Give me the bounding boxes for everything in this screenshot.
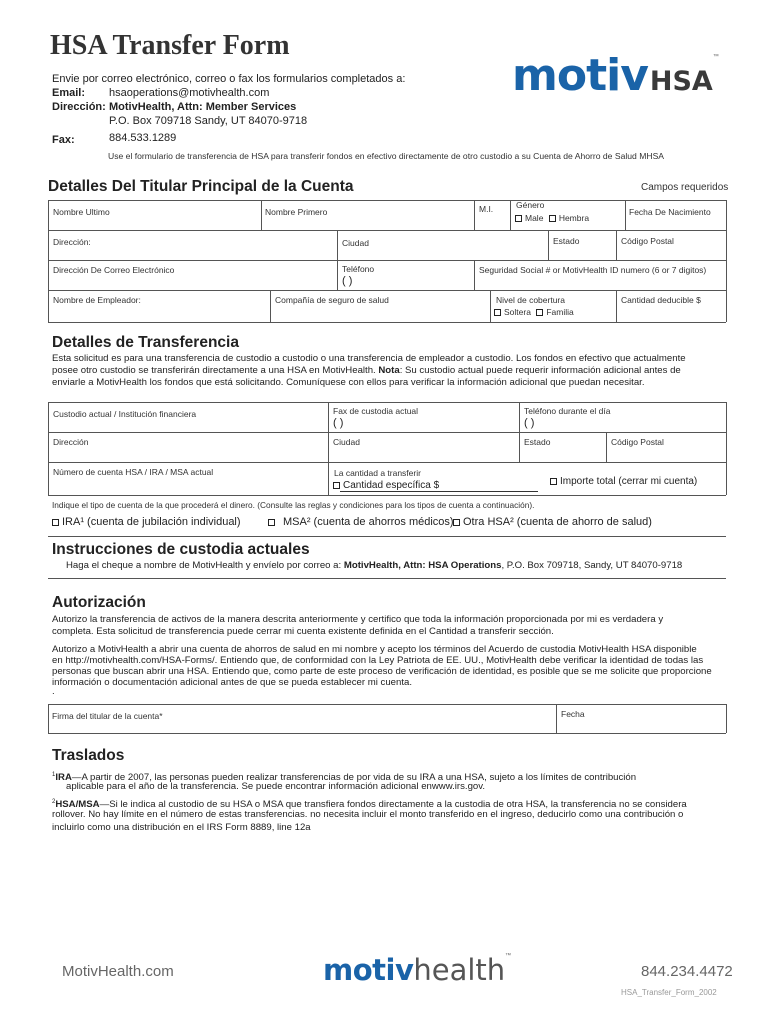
total-amount-checkbox[interactable] xyxy=(550,478,557,485)
logo-hsa-text: HSA xyxy=(649,66,713,97)
date-field[interactable]: Fecha xyxy=(561,709,585,719)
male-label: Male xyxy=(525,213,544,223)
fax-value: 884.533.1289 xyxy=(109,132,177,144)
auth-dot: . xyxy=(52,686,55,697)
custody-heading: Instrucciones de custodia actuales xyxy=(52,541,310,558)
other-hsa-option xyxy=(453,516,652,528)
single-label: Soltera xyxy=(504,307,531,317)
deductible-field[interactable]: Cantidad deducible $ xyxy=(621,295,701,305)
other-hsa-checkbox[interactable] xyxy=(453,519,460,526)
male-checkbox[interactable] xyxy=(515,215,522,222)
authorization-heading: Autorización xyxy=(52,594,146,611)
email-value[interactable]: hsaoperations@motivhealth.com xyxy=(109,87,270,99)
motivhealth-logo xyxy=(323,953,511,987)
custodian-state-field[interactable]: Estado xyxy=(524,437,551,447)
rollover-note-2: $^2$HSA/MSA—Si le indica al custodio de su HSA o MSA que transfiera fondos directamente a la custodia de otra HSA, la transferencia no se considera xyxy=(52,799,687,811)
logo-motiv-text: motiv xyxy=(512,50,648,101)
daytime-phone-field[interactable]: ( ) xyxy=(524,417,535,429)
footer-logo-health: health xyxy=(413,953,506,987)
rollover-note-2-l2: rollover. No hay límite en el número de estas transferencias. no necesita incluir el monto transferido en el ingreso, deducirlo como una contribución o xyxy=(52,809,684,820)
custodian-fax-field[interactable]: ( ) xyxy=(333,417,344,429)
account-number-field[interactable]: Número de cuenta HSA / IRA / MSA actual xyxy=(53,467,214,477)
logo-tm: ™ xyxy=(712,54,719,60)
rollover-note-1: $^1$IRA—A partir de 2007, las personas pueden realizar transferencias de por vida de su IRA a una HSA, sujeto a los límites de contribución xyxy=(52,772,637,784)
msa-option xyxy=(268,516,454,528)
transfer-para-2: posee otro custodio se transferirán directamente a una HSA en MotivHealth. Nota: Su custodio actual puede requerir información adicional antes de xyxy=(52,365,681,376)
msa-checkbox[interactable] xyxy=(268,519,275,526)
page-title: HSA Transfer Form xyxy=(50,30,290,61)
address-field[interactable]: Dirección: xyxy=(53,237,91,247)
footer-phone: 844.234.4472 xyxy=(641,963,733,980)
email-address-field[interactable]: Dirección De Correo Electrónico xyxy=(53,265,175,275)
transfer-heading: Detalles de Transferencia xyxy=(52,334,239,351)
custodian-field[interactable]: Custodio actual / Institución financiera xyxy=(53,409,197,419)
auth-p1-l1: Autorizo la transferencia de activos de la manera descrita anteriormente y certifico que toda la información proporcionada por mi es verdadera y xyxy=(52,614,664,625)
specific-amount-checkbox[interactable] xyxy=(333,482,340,489)
auth-p1-l2: completa. Esta solicitud de transferencia puede cerrar mi cuenta existente definida en el Cantidad a transferir sección. xyxy=(52,626,554,637)
daytime-phone-label: Teléfono durante el día xyxy=(524,406,611,416)
family-label: Familia xyxy=(546,307,574,317)
custodian-zip-field[interactable]: Código Postal xyxy=(611,437,664,447)
intro-text: Envie por correo electrónico, correo o fax los formularios completados a: xyxy=(52,73,406,85)
last-name-field[interactable]: Nombre Ultimo xyxy=(53,207,110,217)
zip-field[interactable]: Código Postal xyxy=(621,236,674,246)
middle-initial-field[interactable]: M.I. xyxy=(479,204,494,214)
gender-options xyxy=(515,213,589,223)
female-checkbox[interactable] xyxy=(549,215,556,222)
motiv-hsa-logo xyxy=(512,50,732,104)
specific-amount-option xyxy=(333,480,439,491)
transfer-para-3: enviarle a MotivHealth los fondos que está solicitando. Comuníquese con ellos para verificar la información adicional que puedan necesitar. xyxy=(52,377,645,388)
rollover-note-1-l2: aplicable para el año de la transferencia. Se puede encontrar información adicional enwww.irs.gov. xyxy=(66,781,485,792)
other-hsa-label: Otra HSA² (cuenta de ahorro de salud) xyxy=(463,516,652,528)
phone-label: Teléfono xyxy=(342,264,375,274)
city-field[interactable]: Ciudad xyxy=(342,238,369,248)
ira-checkbox[interactable] xyxy=(52,519,59,526)
auth-p2-l1: Autorizo a MotivHealth a abrir una cuenta de ahorros de salud en mi nombre y acepto los términos del Acuerdo de custodia MotivHealth HSA disponible xyxy=(52,644,697,655)
dob-field[interactable]: Fecha De Nacimiento xyxy=(629,207,711,217)
custodian-city-field[interactable]: Ciudad xyxy=(333,437,360,447)
account-holder-heading: Detalles Del Titular Principal de la Cuenta xyxy=(48,178,354,195)
address-line-2: P.O. Box 709718 Sandy, UT 84070-9718 xyxy=(109,115,308,127)
phone-field[interactable]: ( ) xyxy=(342,275,353,287)
insurer-field[interactable]: Compañía de seguro de salud xyxy=(275,295,389,305)
msa-label: MSA² (cuenta de ahorros médicos) xyxy=(283,516,454,528)
usage-note: Use el formulario de transferencia de HSA para transferir fondos en efectivo directamente de otro custodio a su Cuenta de Ahorro de Salud MHSA xyxy=(108,151,665,161)
form-id: HSA_Transfer_Form_2002 xyxy=(621,988,717,997)
auth-p2-l4: información o documentación adicional antes de que se pueda establecer mi cuenta. xyxy=(52,677,412,688)
account-type-note: Indique el tipo de cuenta de la que procederá el dinero. (Consulte las reglas y condiciones para los tipos de cuenta a continuación). xyxy=(52,500,535,510)
family-checkbox[interactable] xyxy=(536,309,543,316)
address-line-1: MotivHealth, Attn: Member Services xyxy=(109,101,297,113)
amount-label: La cantidad a transferir xyxy=(334,468,421,478)
state-field[interactable]: Estado xyxy=(553,236,580,246)
total-amount-label: Importe total (cerrar mi cuenta) xyxy=(560,476,698,487)
first-name-field[interactable]: Nombre Primero xyxy=(265,207,328,217)
gender-label: Género xyxy=(516,200,545,210)
ira-option xyxy=(52,516,241,528)
footer-website[interactable]: MotivHealth.com xyxy=(62,963,174,980)
coverage-options xyxy=(494,307,574,317)
footer-logo-motiv: motiv xyxy=(323,953,414,987)
custodian-fax-label: Fax de custodia actual xyxy=(333,406,419,416)
auth-p2-l2: en http://motivhealth.com/HSA-Forms/. Entiendo que, de conformidad con la Ley Patriota de EE. UU., MotivHealth debe verificar la identidad de todas las xyxy=(52,655,704,666)
coverage-label: Nivel de cobertura xyxy=(496,295,565,305)
employer-field[interactable]: Nombre de Empleador: xyxy=(53,295,141,305)
required-fields-note: Campos requeridos xyxy=(641,182,729,193)
ira-label: IRA¹ (cuenta de jubilación individual) xyxy=(62,516,241,528)
total-amount-option xyxy=(550,476,697,487)
rollovers-heading: Traslados xyxy=(52,747,125,764)
fax-label: Fax: xyxy=(52,134,75,146)
auth-p2-l3: personas que buscan abrir una HSA. Entiendo que, como parte de este proceso de verificación de identidad, es posible que se me solicite que proporcione xyxy=(52,666,712,677)
signature-field[interactable]: Firma del titular de la cuenta* xyxy=(52,711,163,721)
address-label: Dirección: xyxy=(52,101,106,113)
custodian-address-field[interactable]: Dirección xyxy=(53,437,89,447)
ssn-field[interactable]: Seguridad Social # or MotivHealth ID numero (6 or 7 digitos) xyxy=(479,265,707,275)
email-label: Email: xyxy=(52,87,86,99)
specific-amount-label: Cantidad específica $ xyxy=(343,480,440,491)
rollover-note-2-l3: incluirlo como una distribución en el IRS Form 8889, line 12a xyxy=(52,822,311,833)
footer-logo-tm: ™ xyxy=(505,953,512,959)
single-checkbox[interactable] xyxy=(494,309,501,316)
transfer-para-1: Esta solicitud es para una transferencia de custodio a custodio o una transferencia de empleador a custodio. Los fondos en efectivo que actualmente xyxy=(52,353,686,364)
female-label: Hembra xyxy=(558,213,590,223)
custody-instructions: Haga el cheque a nombre de MotivHealth y envíelo por correo a: MotivHealth, Attn: HSA Operations, P.O. Box 709718, Sandy, UT 84070-9718 xyxy=(66,560,683,571)
